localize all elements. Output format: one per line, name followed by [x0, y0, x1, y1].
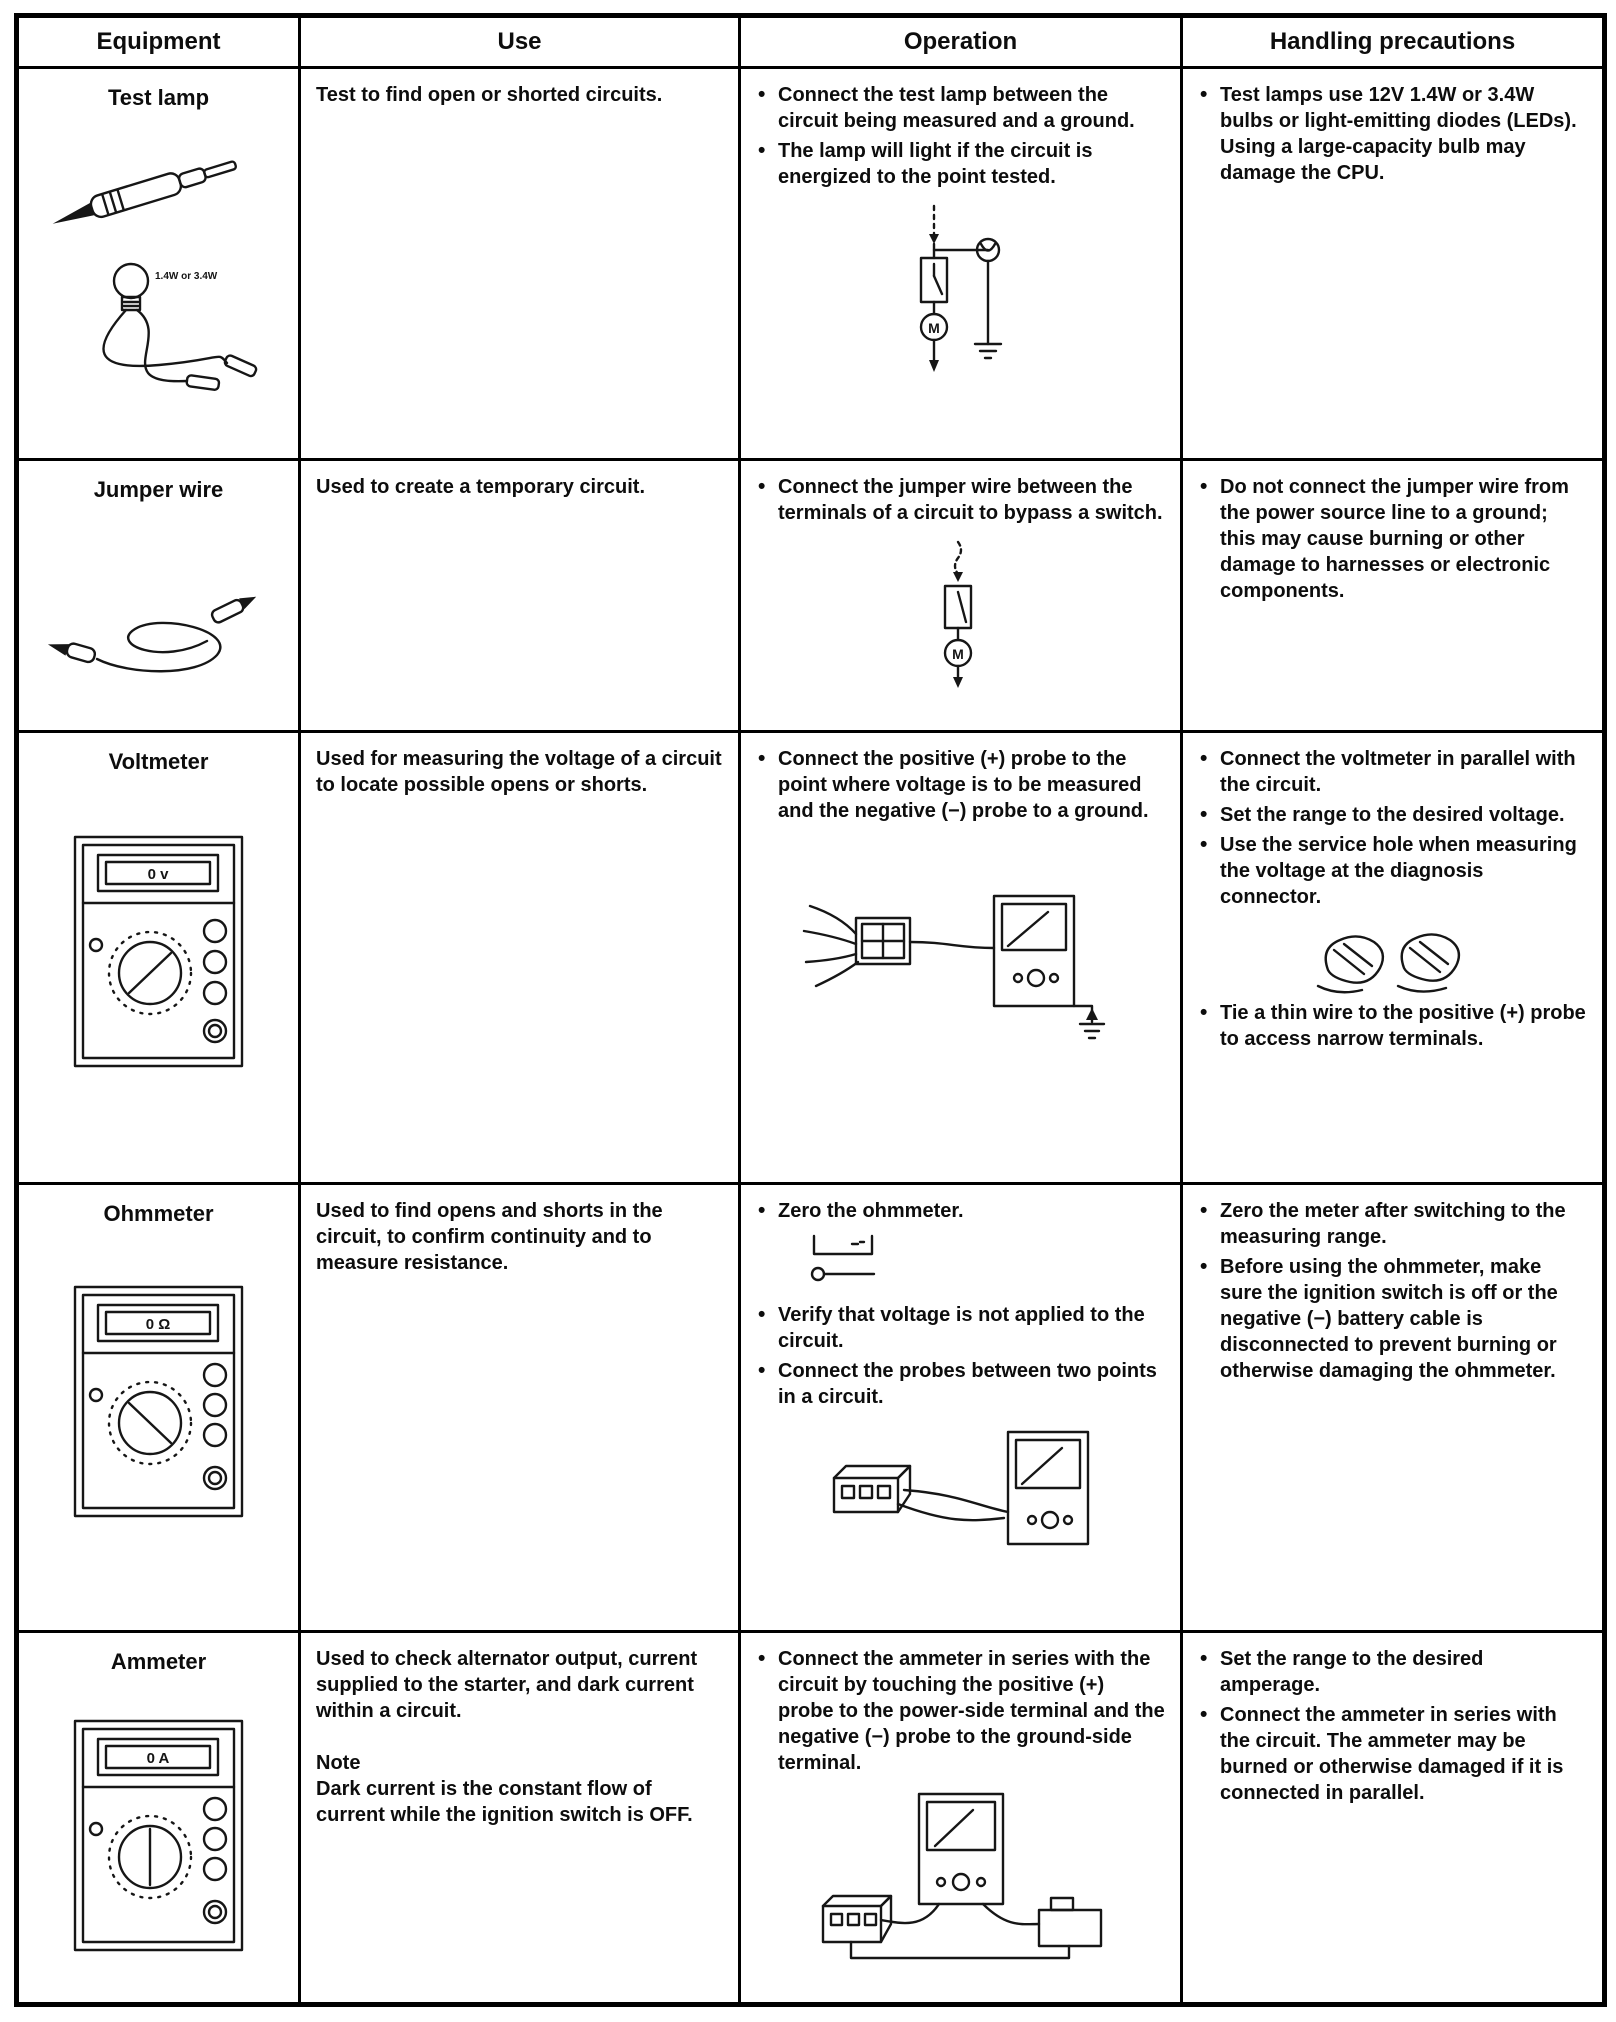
bullet-item: • Connect the ammeter in series with the circuit by touching the positive (+) probe to the power-side terminal and the negative (−) probe to the ground-side terminal.: [756, 1646, 1165, 1776]
test-lamp-operation-cell: [740, 68, 1182, 460]
bullet-item: • Connect the ammeter in series with the circuit. The ammeter may be burned or otherwise damaged if it is connected in parallel.: [1198, 1702, 1587, 1806]
operation-list: [756, 1302, 1165, 1410]
bullet-item: • Connect the positive (+) probe to the point where voltage is to be measured and the negative (−) probe to a ground.: [756, 746, 1165, 824]
operation-list: [756, 746, 1165, 824]
meter-display: 0 v: [147, 865, 168, 883]
test-lamp-use-cell: [300, 68, 740, 460]
bullet-item: • Before using the ohmmeter, make sure the ignition switch is off or the negative (−) battery cable is disconnected to prevent burning or otherwise damaging the ohmmeter.: [1198, 1254, 1587, 1384]
header-row: [17, 16, 1605, 68]
operation-list: [756, 474, 1165, 526]
bullet-item: • Connect the test lamp between the circuit being measured and a ground.: [756, 82, 1165, 134]
bullet-item: • Set the range to the desired amperage.: [1198, 1646, 1587, 1698]
voltmeter-operation-cell: [740, 732, 1182, 1184]
ammeter-connection-diagram: [801, 1788, 1121, 1968]
col-header-equipment: Equipment: [17, 16, 300, 68]
row-test-lamp: [17, 68, 1605, 460]
use-text: Used to create a temporary circuit.: [316, 476, 646, 498]
col-header-use: Use: [300, 16, 740, 68]
voltmeter-use-cell: [300, 732, 740, 1184]
bullet-item: • Test lamps use 12V 1.4W or 3.4W bulbs or light-emitting diodes (LEDs). Using a large-capacity bulb may damage the CPU.: [1198, 82, 1587, 186]
jumper-wire-illustration: [41, 551, 276, 696]
ohmmeter-illustration: [70, 1283, 248, 1521]
test-lamp-circuit-diagram: [876, 202, 1046, 392]
precautions-list: [1198, 82, 1587, 186]
bullet-item: • Tie a thin wire to the positive (+) probe to access narrow terminals.: [1198, 1000, 1587, 1052]
equipment-table: [14, 13, 1607, 2007]
use-text: Used to check alternator output, current supplied to the starter, and dark current within a circuit.: [316, 1648, 698, 1722]
equipment-name: Test lamp: [107, 85, 210, 110]
bulb-rating-label: 1.4W or 3.4W: [155, 270, 218, 282]
operation-list: [756, 1198, 1165, 1224]
bullet-item: • Connect the jumper wire between the terminals of a circuit to bypass a switch.: [756, 474, 1165, 526]
bullet-item: • Verify that voltage is not applied to the circuit.: [756, 1302, 1165, 1354]
jumper-wire-circuit-diagram: [896, 538, 1026, 688]
precautions-list: [1198, 1000, 1587, 1052]
ohmmeter-connection-diagram: [806, 1422, 1116, 1562]
ammeter-precautions-cell: [1182, 1632, 1605, 2005]
ammeter-operation-cell: [740, 1632, 1182, 2005]
row-ohmmeter: [17, 1184, 1605, 1632]
bullet-item: • Zero the ohmmeter.: [756, 1198, 1165, 1224]
voltmeter-illustration: [70, 833, 248, 1071]
meter-display: 0 A: [146, 1749, 169, 1767]
jumper-wire-use-cell: [300, 460, 740, 732]
meter-display: 0 Ω: [145, 1315, 170, 1333]
precautions-list: [1198, 1646, 1587, 1806]
ohmmeter-use-cell: [300, 1184, 740, 1632]
ohmmeter-precautions-cell: [1182, 1184, 1605, 1632]
col-header-operation: Operation: [740, 16, 1182, 68]
bullet-item: • The lamp will light if the circuit is energized to the point tested.: [756, 138, 1165, 190]
test-lamp-precautions-cell: [1182, 68, 1605, 460]
voltmeter-precautions-cell: [1182, 732, 1605, 1184]
ammeter-illustration: [70, 1717, 248, 1955]
use-text: Test to find open or shorted circuits.: [316, 84, 663, 106]
equipment-name: Ohmmeter: [103, 1201, 214, 1226]
bullet-item: • Use the service hole when measuring the voltage at the diagnosis connector.: [1198, 832, 1587, 910]
equipment-name: Ammeter: [110, 1649, 207, 1674]
ammeter-equipment-cell: [17, 1632, 300, 2005]
diagnosis-connector-illustration: [1298, 922, 1488, 1000]
test-lamp-illustration: [41, 129, 276, 409]
note-text: Dark current is the constant flow of current while the ignition switch is OFF.: [316, 1778, 693, 1826]
jumper-wire-operation-cell: [740, 460, 1182, 732]
bullet-item: • Connect the probes between two points in a circuit.: [756, 1358, 1165, 1410]
operation-list: [756, 1646, 1165, 1776]
use-text: Used to find opens and shorts in the circuit, to confirm continuity and to measure resistance.: [316, 1200, 663, 1274]
precautions-list: [1198, 1198, 1587, 1384]
voltmeter-connection-diagram: [796, 876, 1126, 1051]
row-voltmeter: [17, 732, 1605, 1184]
bullet-item: • Connect the voltmeter in parallel with the circuit.: [1198, 746, 1587, 798]
zero-adjust-diagram: [802, 1230, 912, 1292]
row-jumper-wire: [17, 460, 1605, 732]
equipment-name: Jumper wire: [93, 477, 224, 502]
ammeter-use-cell: [300, 1632, 740, 2005]
precautions-list: [1198, 746, 1587, 910]
use-text: Used for measuring the voltage of a circuit to locate possible opens or shorts.: [316, 748, 722, 796]
bullet-item: • Zero the meter after switching to the measuring range.: [1198, 1198, 1587, 1250]
bullet-item: • Set the range to the desired voltage.: [1198, 802, 1587, 828]
jumper-wire-equipment-cell: [17, 460, 300, 732]
jumper-wire-precautions-cell: [1182, 460, 1605, 732]
motor-label: M: [951, 646, 964, 662]
operation-list: [756, 82, 1165, 190]
ohmmeter-equipment-cell: [17, 1184, 300, 1632]
bullet-item: • Do not connect the jumper wire from the power source line to a ground; this may cause burning or other damage to harnesses or electronic components.: [1198, 474, 1587, 604]
motor-label: M: [927, 320, 940, 336]
row-ammeter: [17, 1632, 1605, 2005]
note-label: Note: [316, 1752, 361, 1774]
ohmmeter-operation-cell: [740, 1184, 1182, 1632]
equipment-name: Voltmeter: [108, 749, 209, 774]
voltmeter-equipment-cell: [17, 732, 300, 1184]
test-lamp-equipment-cell: [17, 68, 300, 460]
precautions-list: [1198, 474, 1587, 604]
col-header-precautions: Handling precautions: [1182, 16, 1605, 68]
